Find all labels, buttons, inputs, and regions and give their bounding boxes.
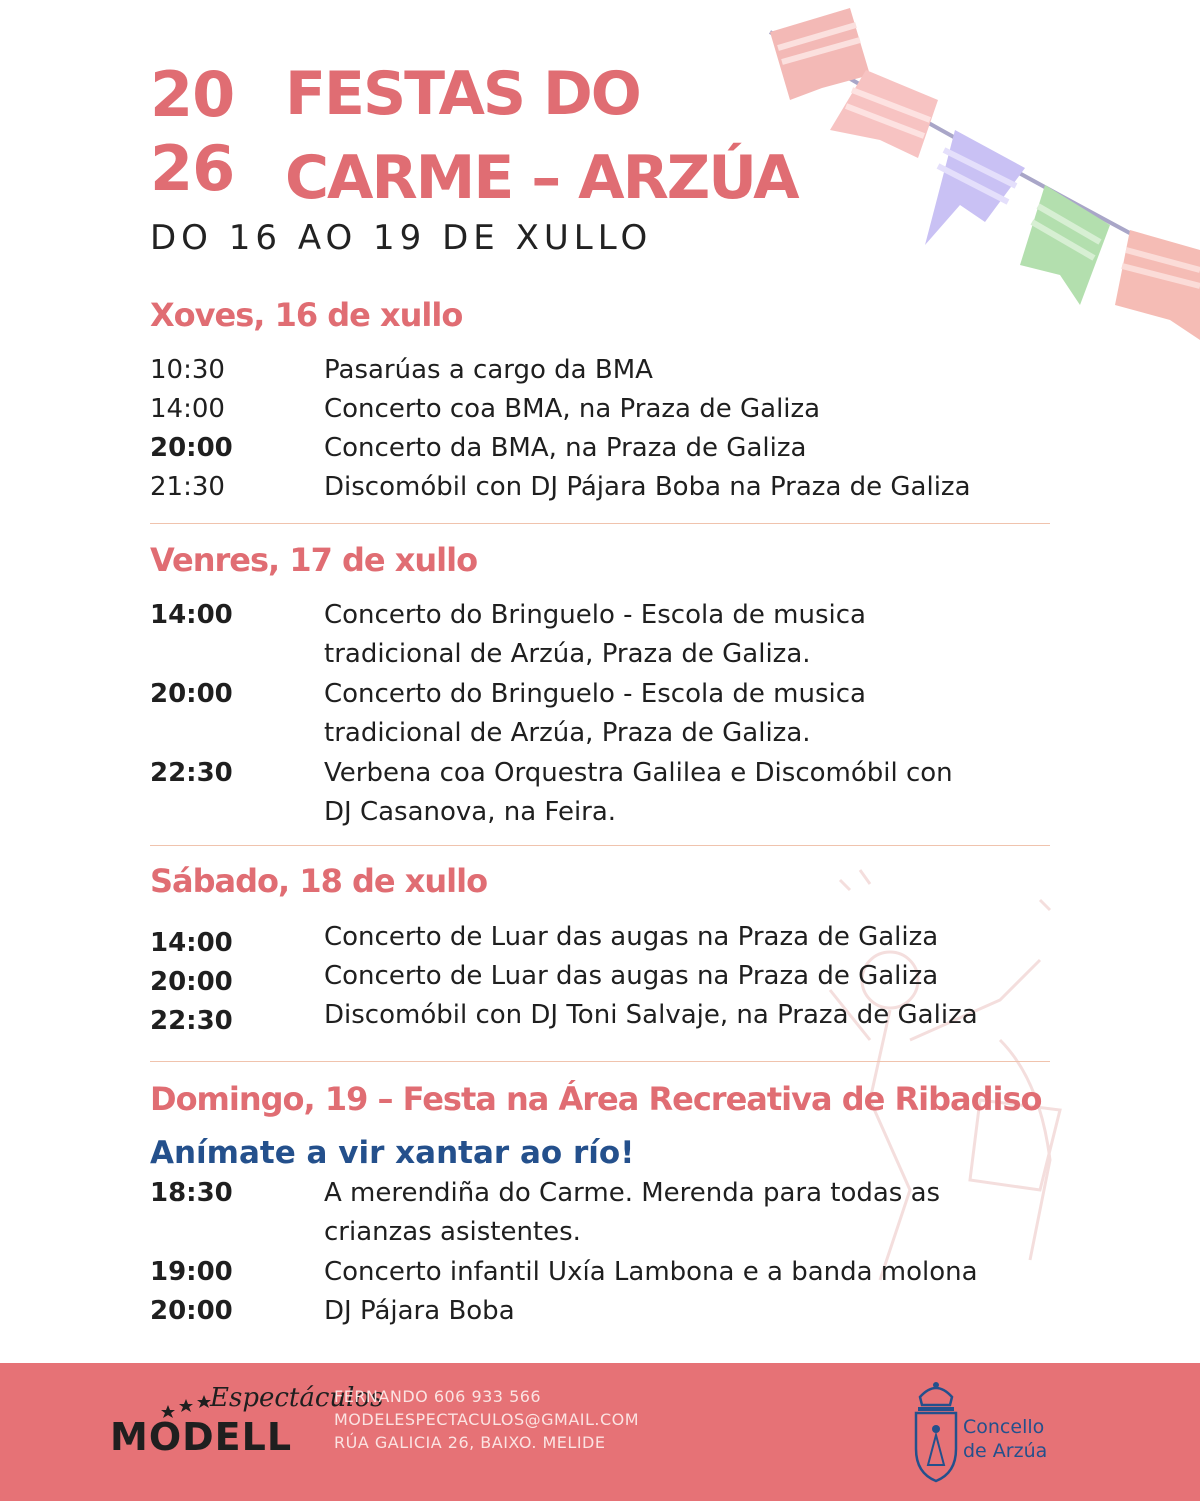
event-time: 20:00 (150, 1296, 233, 1326)
event-desc-line: tradicional de Arzúa, Praza de Galiza. (324, 718, 811, 748)
event-time: 20:00 (150, 433, 233, 463)
year-block (150, 58, 234, 206)
year-top: 20 (150, 58, 235, 131)
event-time: 18:30 (150, 1178, 233, 1208)
event-desc (324, 754, 1084, 832)
event-desc: Concerto de Luar das augas na Praza de Galiza (324, 961, 939, 991)
event-desc-line: crianzas asistentes. (324, 1217, 581, 1247)
event-time: 22:30 (150, 1006, 233, 1036)
event-desc: Discomóbil con DJ Pájara Boba na Praza de Galiza (324, 472, 971, 502)
day-title-saturday: Sábado, 18 de xullo (150, 862, 488, 900)
event-desc-line: DJ Casanova, na Feira. (324, 797, 617, 827)
section-divider (150, 523, 1050, 524)
title-line-2: CARME – ARZÚA (285, 143, 798, 213)
title-line-1: FESTAS DO (285, 59, 640, 129)
page-title (285, 52, 798, 220)
contact-block (334, 1385, 639, 1454)
date-range-subtitle: DO 16 AO 19 DE XULLO (150, 218, 653, 258)
day-title-sunday: Domingo, 19 – Festa na Área Recreativa de Ribadiso (150, 1080, 1042, 1118)
event-desc-line: Concerto do Bringuelo - Escola de musica (324, 679, 866, 709)
event-time: 14:00 (150, 600, 233, 630)
event-desc: DJ Pájara Boba (324, 1296, 515, 1326)
concello-line-2: de Arzúa (963, 1440, 1048, 1462)
concello-line-1: Concello (963, 1416, 1045, 1438)
flag-pink-icon (830, 70, 938, 158)
event-time: 10:30 (150, 355, 225, 385)
event-time: 22:30 (150, 758, 233, 788)
event-time: 14:00 (150, 928, 233, 958)
day-title-friday: Venres, 17 de xullo (150, 541, 478, 579)
event-desc: Concerto de Luar das augas na Praza de Galiza (324, 922, 939, 952)
flag-salmon-icon (1115, 230, 1200, 340)
event-desc: Concerto infantil Uxía Lambona e a banda molona (324, 1257, 978, 1287)
day-title-thursday: Xoves, 16 de xullo (150, 296, 463, 334)
brand-script-logo: Espectáculos (210, 1383, 384, 1413)
event-desc (324, 596, 1084, 674)
flag-green-icon (1020, 185, 1110, 305)
flag-lilac-icon (925, 130, 1025, 245)
contact-phone: FERNANDO 606 933 566 (334, 1387, 542, 1406)
event-desc-line: Verbena coa Orquestra Galilea e Discomóbil con (324, 758, 953, 788)
event-desc: Concerto coa BMA, na Praza de Galiza (324, 394, 821, 424)
event-desc: Pasarúas a cargo da BMA (324, 355, 653, 385)
event-desc: Concerto da BMA, na Praza de Galiza (324, 433, 807, 463)
contact-address: RÚA GALICIA 26, BAIXO. MELIDE (334, 1433, 606, 1452)
event-desc (324, 1174, 1084, 1252)
event-time: 21:30 (150, 472, 225, 502)
event-desc-line: tradicional de Arzúa, Praza de Galiza. (324, 639, 811, 669)
event-time: 14:00 (150, 394, 225, 424)
section-divider (150, 845, 1050, 846)
contact-email: MODELESPECTACULOS@GMAIL.COM (334, 1410, 640, 1429)
event-time: 20:00 (150, 967, 233, 997)
sunday-tagline: Anímate a vir xantar ao río! (150, 1135, 635, 1171)
year-bottom: 26 (150, 132, 235, 205)
event-time: 19:00 (150, 1257, 233, 1287)
footer-bar (0, 1363, 1200, 1501)
event-desc-line: Concerto do Bringuelo - Escola de musica (324, 600, 866, 630)
event-desc (324, 675, 1084, 753)
event-desc: Discomóbil con DJ Toni Salvaje, na Praza de Galiza (324, 1000, 978, 1030)
concello-logo-text (963, 1415, 1047, 1463)
coat-of-arms-icon (910, 1377, 962, 1487)
brand-name-logo: MODELL (110, 1415, 293, 1459)
event-time: 20:00 (150, 679, 233, 709)
section-divider (150, 1061, 1050, 1062)
event-desc-line: A merendiña do Carme. Merenda para todas as (324, 1178, 941, 1208)
